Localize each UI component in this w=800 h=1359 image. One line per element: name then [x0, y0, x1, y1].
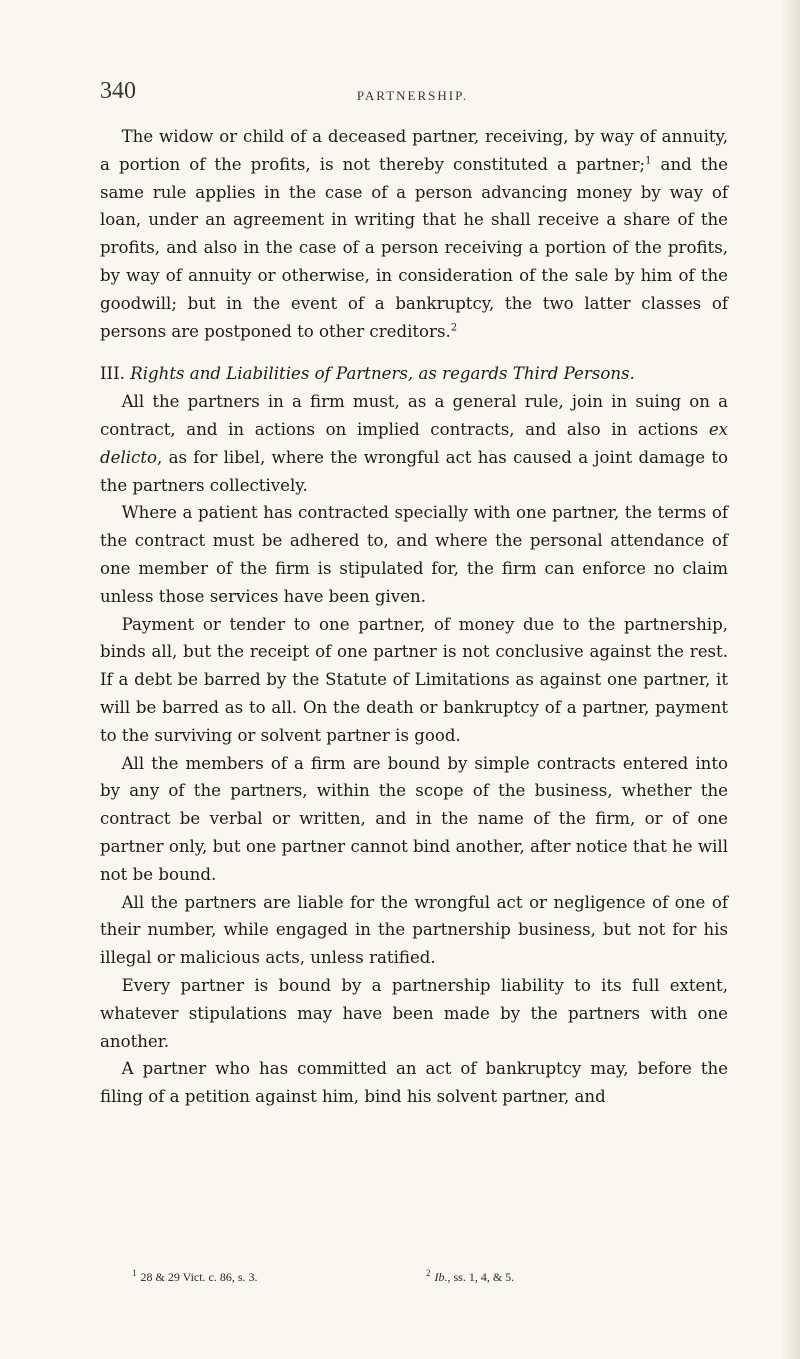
paragraph-patient-contract: Where a patient has contracted specially with one partner, the terms of the contract must be adhered to, and where the personal attendance of one member of the firm is stipulated for, the firm can enforce no claim unless those services have been given. [100, 503, 728, 606]
footnote-ref-1: 1 [645, 155, 652, 167]
page-edge-shadow [780, 0, 800, 1359]
paragraph-partnership-liability: Every partner is bound by a partnership liability to its full extent, whatever stipulations may have been made by the partners with one another. [100, 975, 728, 1051]
footnote-mark-1: 1 [132, 1268, 137, 1278]
page-number: 340 [100, 78, 136, 104]
section-heading [100, 360, 728, 388]
section-number: III. [100, 364, 125, 384]
paragraph-wrongful-act: All the partners are liable for the wrongful act or negligence of one of their number, while engaged in the partnership business, but not for his illegal or malicious acts, unless ratified. [100, 892, 728, 968]
footnote-text-1: 28 & 29 Vict. c. 86, s. 3. [140, 1270, 258, 1284]
section-title: Rights and Liabilities of Partners, as regards Third Persons. [130, 364, 635, 384]
paragraph-text: All the partners in a firm must, as a general rule, join in suing on a contract, and in actions on implied contracts, and also in actions [100, 392, 728, 439]
paragraph-text-cont: , as for libel, where the wrongful act has caused a joint damage to the partners collectively. [100, 447, 728, 495]
paragraph-payment-tender: Payment or tender to one partner, of money due to the partnership, binds all, but the receipt of one partner is not conclusive against the rest. If a debt be barred by the Statute of Limitations as against one partner, it will be barred as to all. On the death or bankruptcy of a partner, payment to the surviving or solvent partner is good. [100, 614, 728, 745]
body-text [100, 123, 728, 1111]
paragraph-joint-suing [100, 388, 728, 499]
paragraph-simple-contracts: All the members of a firm are bound by simple contracts entered into by any of the partners, within the scope of the business, whether the contract be verbal or written, and in the name of the firm, or of one partner only, but one partner cannot bind another, after notice that he will not be bound. [100, 753, 728, 884]
latin-term: ex delicto [100, 419, 728, 467]
paragraph-widow-annuity [100, 123, 728, 345]
footnote-2 [426, 1270, 514, 1285]
paragraph-bankruptcy: A partner who has committed an act of bankruptcy may, before the filing of a petition against him, bind his solvent partner, and [100, 1059, 728, 1107]
footnote-1 [132, 1270, 258, 1285]
footnote-ref-2: 2 [450, 322, 458, 334]
paragraph-text-cont: and the same rule applies in the case of a person advancing money by way of loan, under an agreement in writing that he shall receive a share of the profits, and also in the case of a person receiving a portion of the profits, by way of annuity or otherwise, in consideration of the sale by him of the goodwill; but in the event of a bankruptcy, the two latter classes of persons are postponed to other creditors. [100, 154, 728, 341]
footnote-mark-2: 2 [426, 1268, 431, 1278]
footnote-text-2: , ss. 1, 4, & 5. [447, 1270, 515, 1284]
paragraph-text: The widow or child of a deceased partner, receiving, by way of annuity, a portion of the profits, is not thereby constituted a partner; [100, 127, 728, 174]
footnote-ibid: Ib. [434, 1270, 448, 1284]
page-header [100, 78, 725, 110]
running-head: PARTNERSHIP. [356, 88, 469, 103]
